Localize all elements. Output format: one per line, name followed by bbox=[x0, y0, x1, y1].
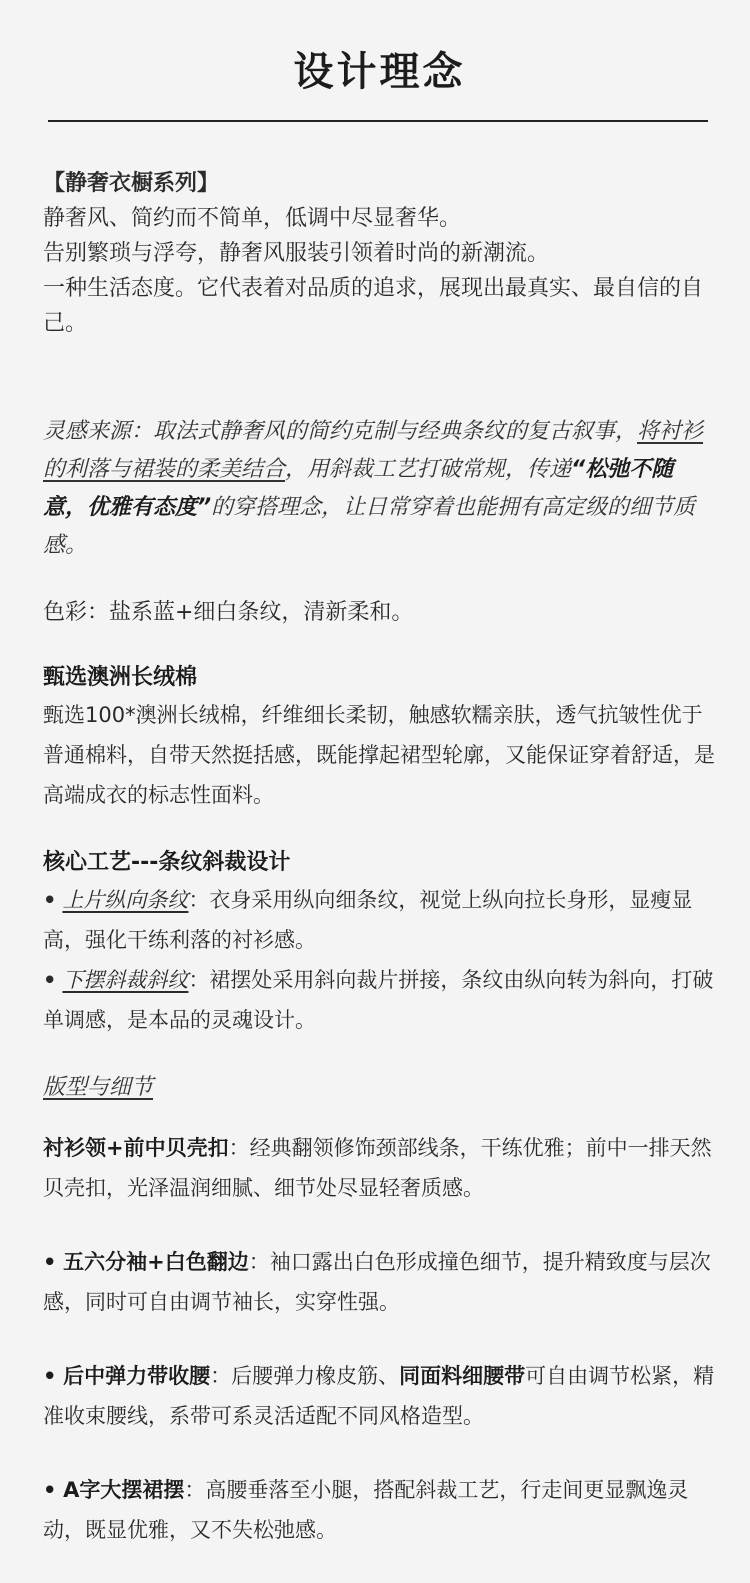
bullet-dot: • bbox=[43, 888, 57, 912]
color-line: 色彩：盐系蓝+细白条纹，清新柔和。 bbox=[43, 600, 414, 625]
intro-line-3: 一种生活态度。它代表着对品质的追求，展现出最真实、最自信的自己。 bbox=[43, 276, 704, 336]
series-label: 【静奢衣橱系列】 bbox=[43, 171, 220, 196]
sleeve-term: 五六分袖+白色翻边 bbox=[63, 1250, 249, 1274]
inspiration-paragraph bbox=[43, 413, 716, 565]
craft-section bbox=[43, 845, 716, 1040]
craft-term-1: 上片纵向条纹 bbox=[62, 888, 189, 912]
details-heading: 版型与细节 bbox=[43, 1075, 154, 1100]
craft-text-1: ：衣身采用纵向细条纹，视觉上纵向拉长身形，显瘦显高，强化干练利落的衬衫感。 bbox=[43, 888, 693, 952]
detail-collar bbox=[43, 1128, 716, 1208]
intro-block bbox=[43, 166, 716, 341]
fabric-heading: 甄选澳洲长绒棉 bbox=[43, 665, 198, 690]
fabric-section bbox=[43, 660, 716, 815]
craft-heading: 核心工艺---条纹斜裁设计 bbox=[43, 850, 291, 875]
detail-skirt bbox=[43, 1470, 716, 1550]
bullet-dot: • bbox=[43, 1364, 57, 1388]
craft-bullet-2 bbox=[43, 960, 716, 1040]
waist-text-2: 可自由调节松紧，精准收束腰线，系带可系灵活适配不同风格造型。 bbox=[43, 1364, 715, 1428]
bullet-dot: • bbox=[43, 968, 57, 992]
collar-term: 衬衫领+前中贝壳扣 bbox=[43, 1136, 229, 1160]
inspiration-mid: ，用斜裁工艺打破常规，传递 bbox=[285, 457, 572, 482]
craft-term-2: 下摆斜裁斜纹 bbox=[62, 968, 189, 992]
craft-text-2: ：裙摆处采用斜向裁片拼接，条纹由纵向转为斜向，打破单调感，是本品的灵魂设计。 bbox=[43, 968, 714, 1032]
inspiration-underlined: 将衬衫的利落与裙装的柔美结合 bbox=[43, 419, 704, 482]
fabric-text: 甄选100*澳洲长绒棉，纤维细长柔韧，触感软糯亲肤，透气抗皱性优于普通棉料，自带天然挺括感，既能撑起裙型轮廓，又能保证穿着舒适，是高端成衣的标志性面料。 bbox=[43, 703, 715, 807]
inspiration-quote: “松弛不随意，优雅有态度” bbox=[43, 457, 674, 520]
waist-text-1: ：后腰弹力橡皮筋、 bbox=[210, 1364, 400, 1388]
inspiration-tail: 的穿搭理念，让日常穿着也能拥有高定级的细节质感。 bbox=[43, 495, 696, 558]
sleeve-text: ：袖口露出白色形成撞色细节，提升精致度与层次感，同时可自由调节袖长，实穿性强。 bbox=[43, 1250, 711, 1314]
bullet-dot: • bbox=[43, 1250, 57, 1274]
title-divider bbox=[48, 120, 708, 122]
bullet-dot: • bbox=[43, 1478, 57, 1502]
waist-term: 后中弹力带收腰 bbox=[63, 1364, 211, 1388]
detail-waist bbox=[43, 1356, 716, 1436]
intro-line-1: 静奢风、简约而不简单，低调中尽显奢华。 bbox=[43, 206, 462, 231]
skirt-term: A字大摆裙摆 bbox=[63, 1478, 185, 1502]
details-section bbox=[43, 1070, 716, 1550]
waist-term-2: 同面料细腰带 bbox=[399, 1364, 526, 1388]
page-title: 设计理念 bbox=[293, 49, 466, 95]
detail-sleeve bbox=[43, 1242, 716, 1322]
intro-line-2: 告别繁琐与浮夸，静奢风服装引领着时尚的新潮流。 bbox=[43, 241, 550, 266]
collar-text: ：经典翻领修饰颈部线条，干练优雅；前中一排天然贝壳扣，光泽温润细腻、细节处尽显轻奢质感。 bbox=[43, 1136, 712, 1200]
skirt-text: ：高腰垂落至小腿，搭配斜裁工艺，行走间更显飘逸灵动，既显优雅，又不失松弛感。 bbox=[43, 1478, 689, 1542]
inspiration-lead: 灵感来源：取法式静奢风的简约克制与经典条纹的复古叙事， bbox=[43, 419, 638, 444]
craft-bullet-1 bbox=[43, 880, 716, 960]
